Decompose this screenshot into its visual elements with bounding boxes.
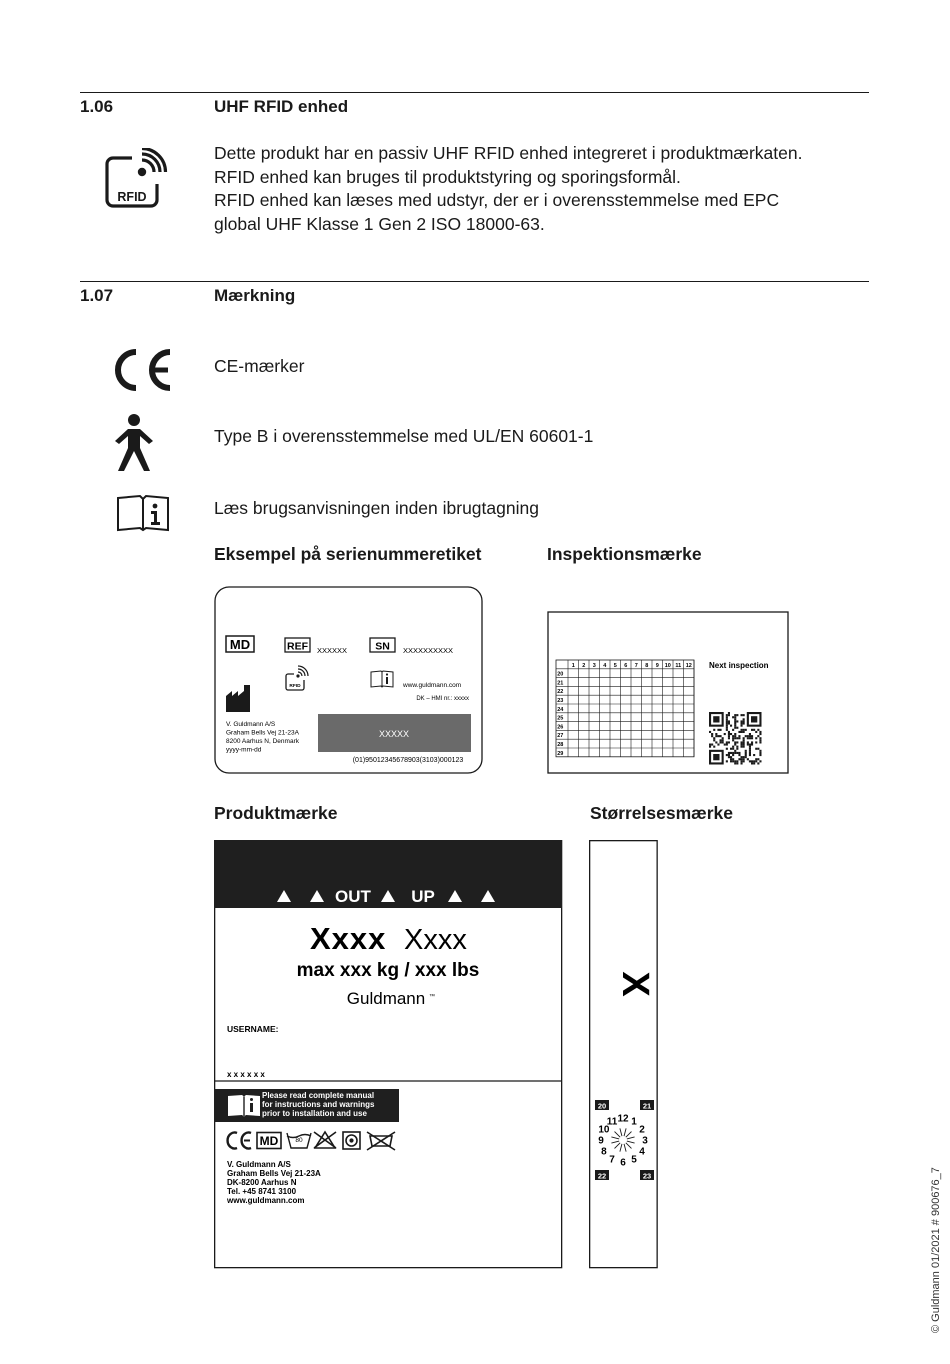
section-number: 1.06 [80, 97, 114, 116]
address-line: 8200 Aarhus N, Denmark [226, 738, 299, 745]
rfid-icon [104, 148, 170, 210]
footer-copyright: © Guldmann 01/2021 # 900676_7 [930, 1167, 942, 1333]
rfid-description [214, 142, 802, 236]
gray-box-text: XXXXX [378, 729, 410, 739]
clock-number: 5 [631, 1154, 637, 1166]
clock-number: 4 [639, 1146, 645, 1158]
year-label: 24 [557, 706, 564, 713]
text-line: Dette produkt har en passiv UHF RFID enhed integreret i produktmærkaten. [214, 143, 803, 163]
symbol-text: Læs brugsanvisningen inden ibrugtagning [214, 498, 539, 518]
address-line: Graham Bells Vej 21-23A [226, 729, 299, 737]
year-label: 25 [557, 715, 564, 722]
product-title-light: Xxxx [404, 924, 467, 956]
year-label: 21 [557, 680, 564, 687]
md-text: MD [259, 1134, 279, 1148]
month-label: 12 [685, 662, 692, 669]
month-label: 9 [655, 662, 659, 669]
max-load-text: max xxx kg / xxx lbs [296, 960, 480, 981]
product-label-heading: Produktmærke [214, 803, 338, 823]
sn-symbol-text: SN [375, 640, 390, 653]
manual-info-icon [116, 494, 170, 532]
address-line: DK-8200 Aarhus N [227, 1178, 297, 1187]
rfid-icon-text: RFID [117, 190, 147, 204]
next-inspection-text: Next inspection [709, 661, 769, 670]
year-box-text: 22 [597, 1171, 607, 1181]
sn-value: XXXXXXXXXX [403, 646, 454, 655]
clock-number: 10 [598, 1124, 610, 1136]
section-rule [80, 92, 869, 93]
text-line: RFID enhed kan bruges til produktstyring og sporingsformål. [214, 166, 681, 187]
month-label: 7 [634, 662, 638, 669]
manual-white-icon [228, 1095, 260, 1117]
up-text: UP [411, 887, 435, 906]
year-label: 29 [557, 750, 564, 757]
text-line: global UHF Klasse 1 Gen 2 ISO 18000-63. [214, 213, 545, 234]
month-label: 10 [664, 662, 671, 669]
clock-number: 1 [631, 1116, 637, 1128]
month-label: 8 [645, 662, 649, 669]
clock-number: 2 [639, 1124, 645, 1136]
clock-number: 3 [642, 1135, 648, 1147]
ref-value: XXXXXX [317, 646, 348, 655]
product-title-bold: Xxxx [310, 921, 387, 956]
symbol-text: Type B i overensstemmelse med UL/EN 60601-1 [214, 426, 594, 446]
month-label: 3 [592, 662, 596, 669]
year-box-text: 21 [642, 1101, 652, 1111]
ref-symbol-text: REF [287, 640, 308, 653]
year-label: 23 [557, 698, 564, 704]
month-label: 6 [624, 662, 628, 669]
address-line: yyyy-mm-dd [226, 746, 262, 754]
month-label: 2 [582, 662, 586, 669]
address-line: Graham Bells Vej 21-23A [227, 1169, 321, 1178]
year-label: 27 [557, 733, 564, 740]
warning-line: prior to installation and use [262, 1109, 367, 1118]
brand-text: Guldmann [346, 989, 426, 1008]
type-b-person-icon [112, 413, 156, 473]
placeholder-x-text: x x x x x x [227, 1070, 265, 1079]
inspection-label-heading: Inspektionsmærke [547, 544, 702, 564]
serial-number-label [214, 586, 484, 776]
address-line: V. Guldmann A/S [227, 1160, 291, 1169]
section-rule [80, 281, 869, 282]
symbol-text: CE-mærker [214, 356, 305, 376]
year-box-text: 20 [597, 1101, 607, 1111]
text-line: RFID enhed kan læses med udstyr, der er i overensstemmelse med EPC [214, 190, 780, 210]
clock-number: 6 [620, 1157, 626, 1169]
barcode-text: (01)95012345678903(3103)000123 [352, 757, 464, 764]
clock-number: 9 [598, 1135, 604, 1147]
section-title: UHF RFID enhed [214, 97, 349, 116]
year-label: 20 [557, 671, 564, 678]
year-label: 22 [557, 689, 564, 696]
dk-hmi-text: DK – HMI nr.: xxxxx [416, 696, 469, 702]
address-line: www.guldmann.com [227, 1196, 305, 1205]
clock-number: 8 [601, 1146, 607, 1158]
rfid-small-text: RFID [289, 684, 301, 689]
section-title: Mærkning [214, 286, 296, 305]
year-label: 26 [557, 724, 564, 731]
year-box-text: 23 [642, 1171, 652, 1181]
size-label [589, 840, 659, 1270]
clock-number: 7 [609, 1154, 615, 1166]
wash-temp-text: 80 [295, 1137, 303, 1144]
md-symbol-text: MD [229, 637, 251, 652]
product-label [214, 840, 564, 1270]
size-label-heading: Størrelsesmærke [590, 803, 733, 823]
month-label: 11 [675, 662, 682, 669]
serial-label-heading: Eksempel på serienummeretiket [214, 544, 482, 564]
warning-line: for instructions and warnings [262, 1100, 375, 1109]
month-label: 1 [571, 662, 575, 669]
month-label: 4 [603, 662, 607, 669]
size-letter: X [614, 971, 656, 997]
inspection-label [547, 611, 790, 775]
tm-text: ™ [429, 994, 435, 1000]
address-line: V. Guldmann A/S [226, 721, 276, 728]
clock-number: 11 [606, 1116, 618, 1128]
warning-line: Please read complete manual [262, 1091, 375, 1100]
ce-mark-icon [110, 346, 176, 394]
year-label: 28 [557, 742, 564, 748]
clock-number: 12 [617, 1113, 629, 1125]
address-line: Tel. +45 8741 3100 [227, 1187, 297, 1196]
website-text: www.guldmann.com [403, 682, 462, 689]
username-text: USERNAME: [227, 1024, 279, 1034]
month-label: 5 [613, 662, 617, 669]
out-text: OUT [335, 887, 371, 906]
section-number: 1.07 [80, 286, 114, 305]
